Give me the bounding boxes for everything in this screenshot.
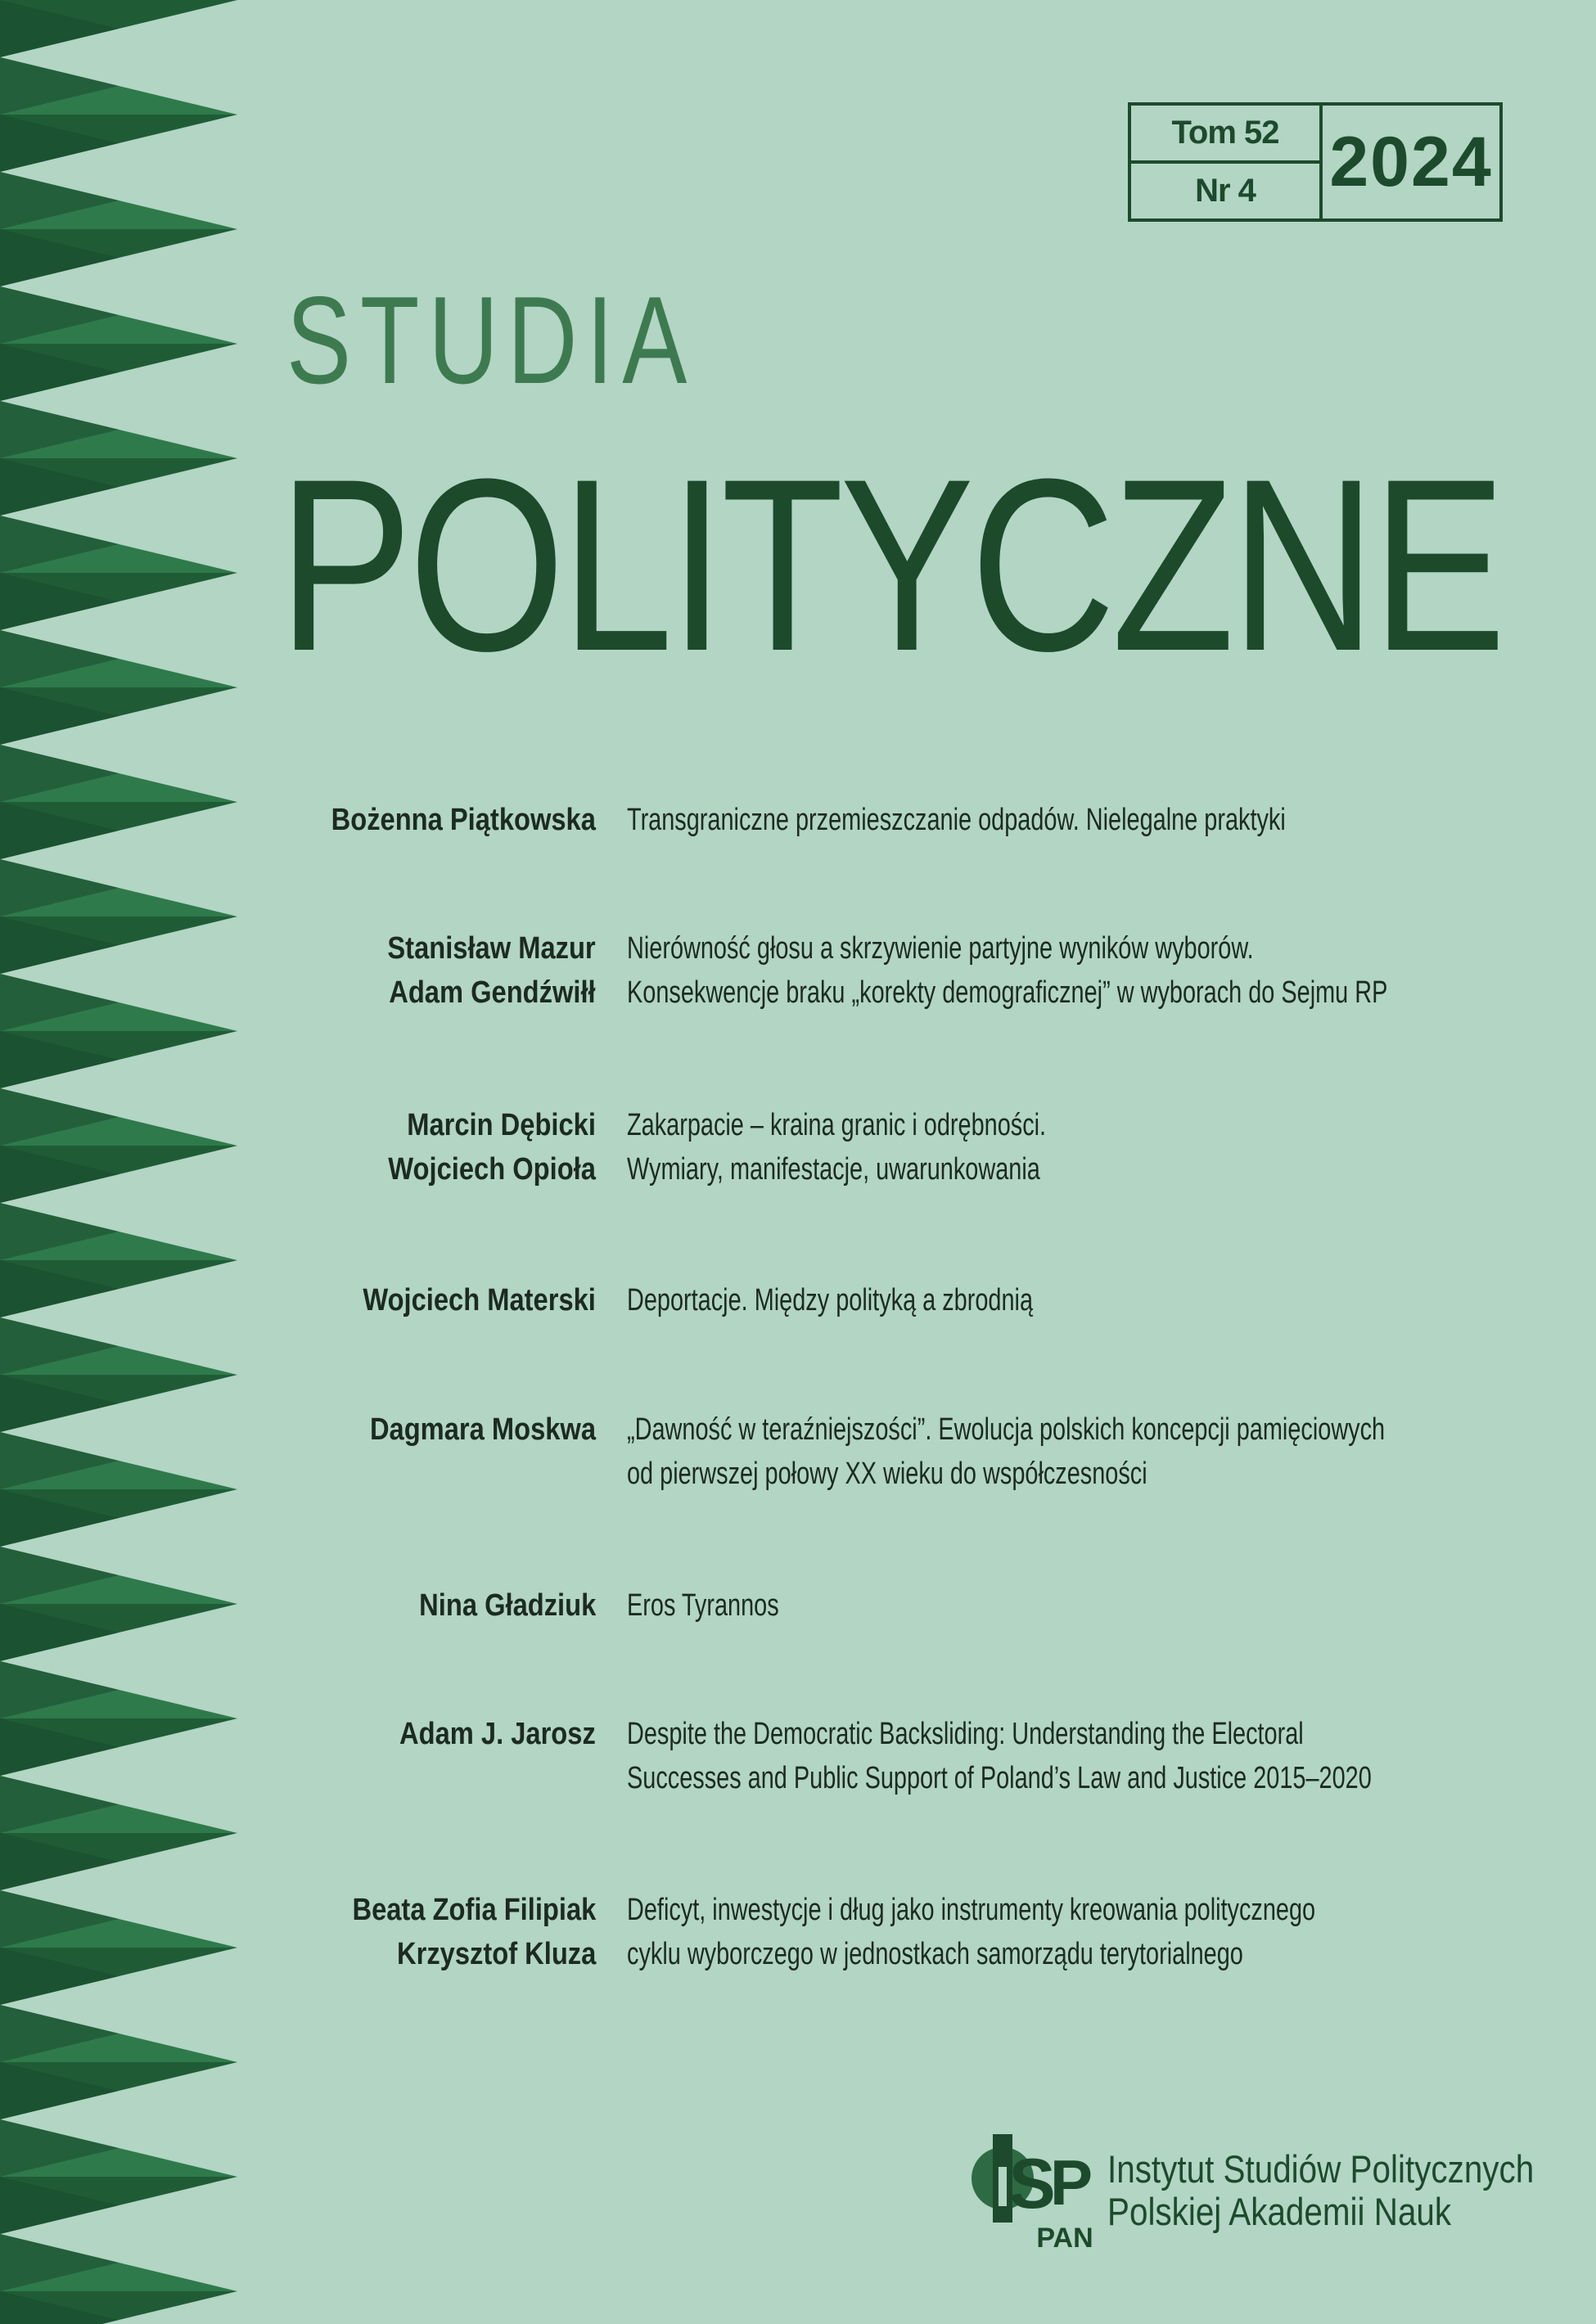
- author-name: Beata Zofia Filipiak: [352, 1893, 596, 1927]
- author-name: Bożenna Piątkowska: [331, 803, 596, 837]
- issue-info-box: [1128, 102, 1503, 222]
- article-title: [627, 1888, 1315, 1976]
- toc-authors: [331, 798, 596, 842]
- logo-pan-text: PAN: [1036, 2223, 1093, 2254]
- article-title: [627, 1103, 1046, 1191]
- article-title: [627, 1278, 1033, 1322]
- publisher-name: [1107, 2148, 1534, 2233]
- journal-title-line2: POLITYCZNE: [278, 427, 1503, 702]
- toc-authors: [370, 1407, 596, 1452]
- author-name: Wojciech Materski: [363, 1283, 596, 1317]
- article-title-line: Wymiary, manifestacje, uwarunkowania: [627, 1152, 1040, 1187]
- publisher-block: [970, 2128, 1596, 2254]
- logo-letter-i: I: [994, 2155, 1011, 2218]
- article-title-line: Zakarpacie – kraina granic i odrębności.: [627, 1108, 1047, 1142]
- article-title-line: Despite the Democratic Backsliding: Understanding the Electoral: [627, 1717, 1304, 1751]
- issue-number: Nr 4: [1195, 173, 1256, 209]
- author-name: Stanisław Mazur: [387, 931, 596, 966]
- article-title-line: Transgraniczne przemieszczanie odpadów. Nielegalne praktyki: [627, 803, 1286, 837]
- article-title: [627, 1407, 1385, 1496]
- logo-letter-p: P: [1049, 2146, 1093, 2218]
- article-title: [627, 1583, 779, 1628]
- logo-letter-s: S: [1008, 2145, 1056, 2223]
- article-title: [627, 926, 1387, 1015]
- toc-authors: [388, 926, 596, 1015]
- publisher-name-line2: Polskiej Akademii Nauk: [1107, 2190, 1452, 2233]
- article-title-line: od pierwszej połowy XX wieku do współczesności: [627, 1457, 1147, 1491]
- article-title: [627, 1712, 1372, 1800]
- article-title-line: cyklu wyborczego w jednostkach samorządu terytorialnego: [627, 1937, 1243, 1971]
- article-title-line: Deportacje. Między polityką a zbrodnią: [627, 1283, 1034, 1317]
- decorative-triangle-pattern: [0, 0, 246, 2324]
- journal-title-line1: STUDIA: [286, 271, 697, 410]
- article-title-line: Eros Tyrannos: [627, 1588, 779, 1623]
- volume-number: Tom 52: [1131, 106, 1319, 164]
- issue-year: 2024: [1329, 122, 1493, 201]
- toc-authors: [352, 1888, 596, 1976]
- author-name: Adam J. Jarosz: [399, 1717, 596, 1751]
- author-name: Nina Gładziuk: [418, 1588, 596, 1623]
- author-name: Adam Gendźwiłł: [389, 975, 596, 1010]
- article-title-line: Deficyt, inwestycje i dług jako instrumenty kreowania politycznego: [627, 1893, 1316, 1927]
- article-title-line: Successes and Public Support of Poland’s Law and Justice 2015–2020: [627, 1761, 1372, 1795]
- author-name: Dagmara Moskwa: [369, 1412, 596, 1447]
- toc-authors: [363, 1278, 596, 1322]
- author-name: Marcin Dębicki: [407, 1108, 596, 1142]
- article-title-line: Konsekwencje braku „korekty demograficznej” w wyborach do Sejmu RP: [627, 975, 1388, 1010]
- article-title-line: Nierówność głosu a skrzywienie partyjne wyników wyborów.: [627, 931, 1254, 966]
- article-title-line: „Dawność w teraźniejszości”. Ewolucja polskich koncepcji pamięciowych: [627, 1412, 1386, 1447]
- publisher-name-line1: Instytut Studiów Politycznych: [1107, 2147, 1535, 2191]
- toc-authors: [388, 1103, 596, 1191]
- author-name: Krzysztof Kluza: [396, 1937, 596, 1971]
- toc-authors: [399, 1712, 596, 1756]
- isp-pan-logo: [970, 2128, 1098, 2254]
- author-name: Wojciech Opioła: [388, 1152, 596, 1187]
- article-title: [627, 798, 1286, 842]
- toc-authors: [419, 1583, 596, 1628]
